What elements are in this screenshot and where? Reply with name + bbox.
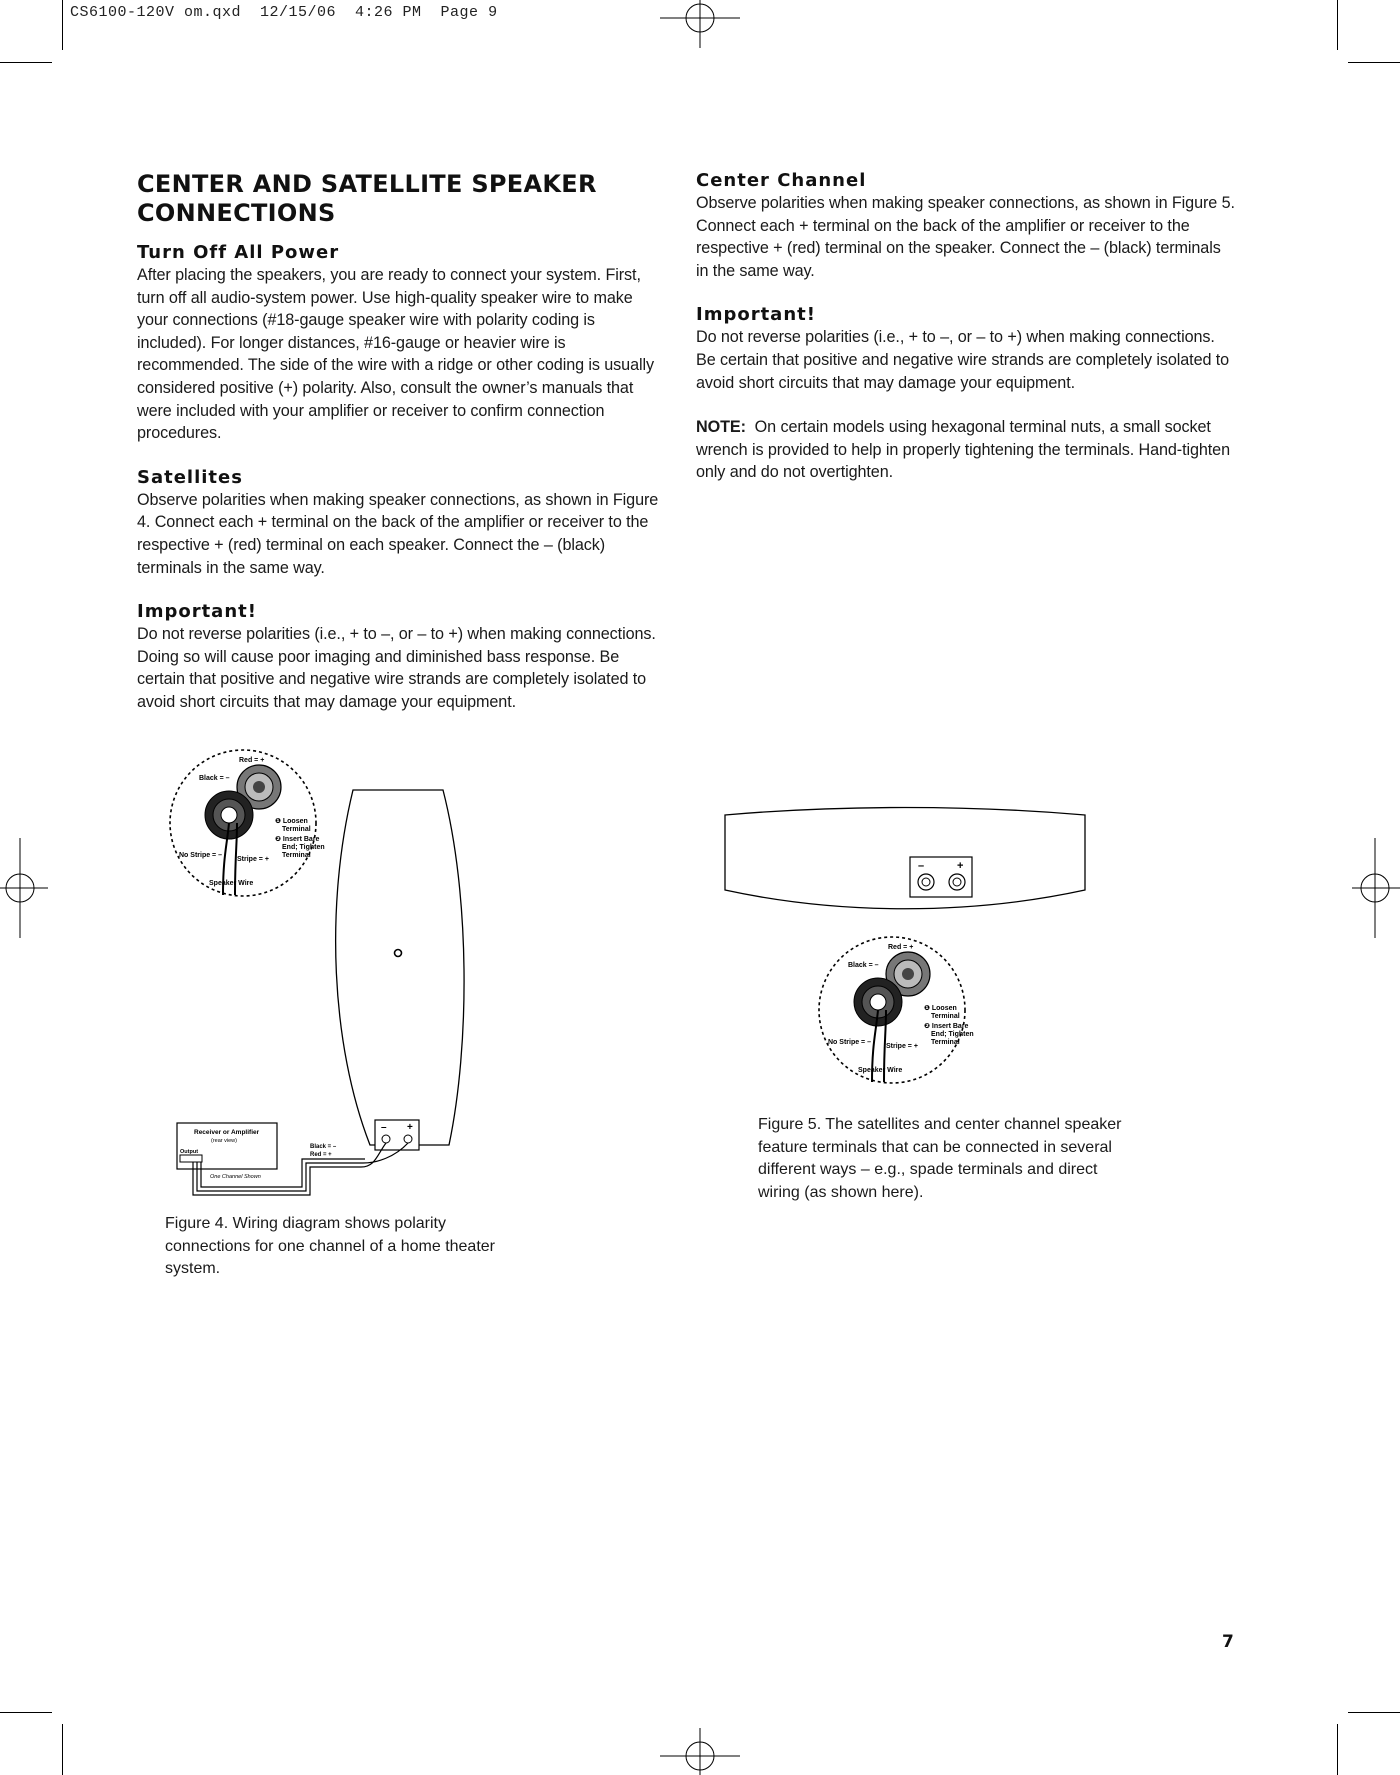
section-heading-center-channel: Center Channel — [696, 170, 867, 191]
legend-red-plus: Red = + — [310, 1152, 332, 1158]
center-label-step-1: ❶ Loosen — [924, 1005, 957, 1012]
crop-mark — [1348, 62, 1400, 63]
section-text-important-left: Do not reverse polarities (i.e., + to –, or – to +) when making connections. Doing so will cause poor imaging and diminished bass response. Be certain that positive and negative wire strands are completely isolated to avoid short circuits that may damage your equipment. — [137, 625, 656, 711]
figure-5-caption: Figure 5. The satellites and center channel speaker feature terminals that can be connected in several different ways – e.g., spade terminals and direct wiring (as shown here). — [758, 1116, 1122, 1201]
center-minus-sign: – — [918, 860, 925, 872]
center-label-no-stripe: No Stripe = – — [828, 1039, 871, 1046]
section-text-important-right: Do not reverse polarities (i.e., + to –, or – to +) when making connections. Be certain that positive and negative wire strands are completely isolated to avoid short circuits that may damage your equipment. — [696, 328, 1230, 392]
center-label-black-minus: Black = – — [848, 962, 879, 969]
registration-mark-bottom — [660, 1728, 740, 1775]
terminal-plus-sign: + — [407, 1122, 413, 1133]
satellite-speaker-outline — [336, 790, 464, 1145]
crop-mark — [62, 0, 63, 50]
center-label-speaker-wire: Speaker Wire — [858, 1067, 903, 1074]
crop-mark — [0, 1712, 52, 1713]
receiver-output-label: Output — [180, 1149, 199, 1155]
terminal-minus-sign: – — [381, 1122, 387, 1133]
crop-mark — [1348, 1712, 1400, 1713]
note-label: NOTE: — [696, 418, 746, 437]
section-heading-important-right: Important! — [696, 304, 816, 326]
legend-black-minus: Black = – — [310, 1144, 337, 1150]
label-step-1b: Terminal — [282, 826, 311, 833]
page-number: 7 — [1222, 1632, 1234, 1652]
print-slug: CS6100-120V om.qxd 12/15/06 4:26 PM Page 9 — [70, 4, 498, 21]
receiver-channel-note: One Channel Shown — [210, 1174, 261, 1180]
crop-mark — [1337, 1724, 1338, 1775]
figure-5-center-channel-diagram — [720, 805, 1090, 1085]
left-column — [137, 170, 667, 736]
note-paragraph — [696, 416, 1236, 484]
crop-mark — [0, 62, 52, 63]
figure-4-caption: Figure 4. Wiring diagram shows polarity connections for one channel of a home theater system. — [165, 1215, 495, 1278]
figure-4-wiring-diagram — [165, 745, 485, 1200]
section-heading-important-left: Important! — [137, 601, 257, 623]
receiver-title: Receiver or Amplifier — [194, 1129, 260, 1136]
center-plus-sign: + — [957, 860, 964, 872]
label-step-2: ❷ Insert Bare — [275, 836, 320, 843]
registration-mark-right — [1352, 838, 1400, 938]
section-text-satellites: Observe polarities when making speaker connections, as shown in Figure 4. Connect each + terminal on the back of the amplifier or receiver to the respective + (red) terminal on each speaker. Connect the – (black) terminals in the same way. — [137, 490, 659, 577]
label-step-1: ❶ Loosen — [275, 818, 308, 825]
speaker-screw-hole — [395, 950, 402, 957]
center-speaker-outline — [725, 808, 1085, 909]
receiver-subtitle: (rear view) — [211, 1138, 237, 1144]
center-label-step-2b: End; Tighten — [931, 1031, 974, 1038]
label-red-plus: Red = + — [239, 757, 265, 764]
note-text: On certain models using hexagonal terminal nuts, a small socket wrench is provided to help in properly tightening the terminals. Hand-tighten only and do not overtighten. — [696, 418, 1230, 482]
center-label-stripe: Stripe = + — [886, 1043, 918, 1050]
section-heading-satellites: Satellites — [137, 466, 243, 488]
section-heading-turn-off-power: Turn Off All Power — [137, 242, 340, 263]
center-label-step-2: ❷ Insert Bare — [924, 1023, 969, 1030]
center-label-step-2c: Terminal — [931, 1039, 960, 1046]
section-text-turn-off-power: After placing the speakers, you are ready to connect your system. First, turn off all audio-system power. Use high-quality speaker wire to make your connections (#18-gauge speaker wire with polarity coding is included). For longer distances, #16-gauge or heavier wire is recommended. The side of the wire with a ridge or other coding is usually considered positive (+) polarity. Also, consult the owner’s manuals that were included with your amplifier or receiver to confirm connection procedures. — [137, 266, 654, 443]
center-label-step-1b: Terminal — [931, 1013, 960, 1020]
label-black-minus: Black = – — [199, 775, 230, 782]
registration-mark-top — [660, 0, 740, 48]
label-step-2c: Terminal — [282, 852, 311, 859]
right-column — [696, 170, 1236, 506]
crop-mark — [62, 1724, 63, 1775]
crop-mark — [1337, 0, 1338, 50]
registration-mark-left — [0, 838, 48, 938]
label-stripe: Stripe = + — [237, 856, 269, 863]
label-step-2b: End; Tighten — [282, 844, 325, 851]
section-text-center-channel: Observe polarities when making speaker connections, as shown in Figure 5. Connect each + terminal on the back of the amplifier or receiver to the respective + (red) terminal on the speaker. Connect the – (black) terminals in the same way. — [696, 194, 1235, 280]
label-no-stripe: No Stripe = – — [179, 852, 222, 859]
center-label-red-plus: Red = + — [888, 944, 914, 951]
label-speaker-wire: Speaker Wire — [209, 880, 254, 887]
page-title: CENTER AND SATELLITE SPEAKER CONNECTIONS — [137, 170, 597, 227]
